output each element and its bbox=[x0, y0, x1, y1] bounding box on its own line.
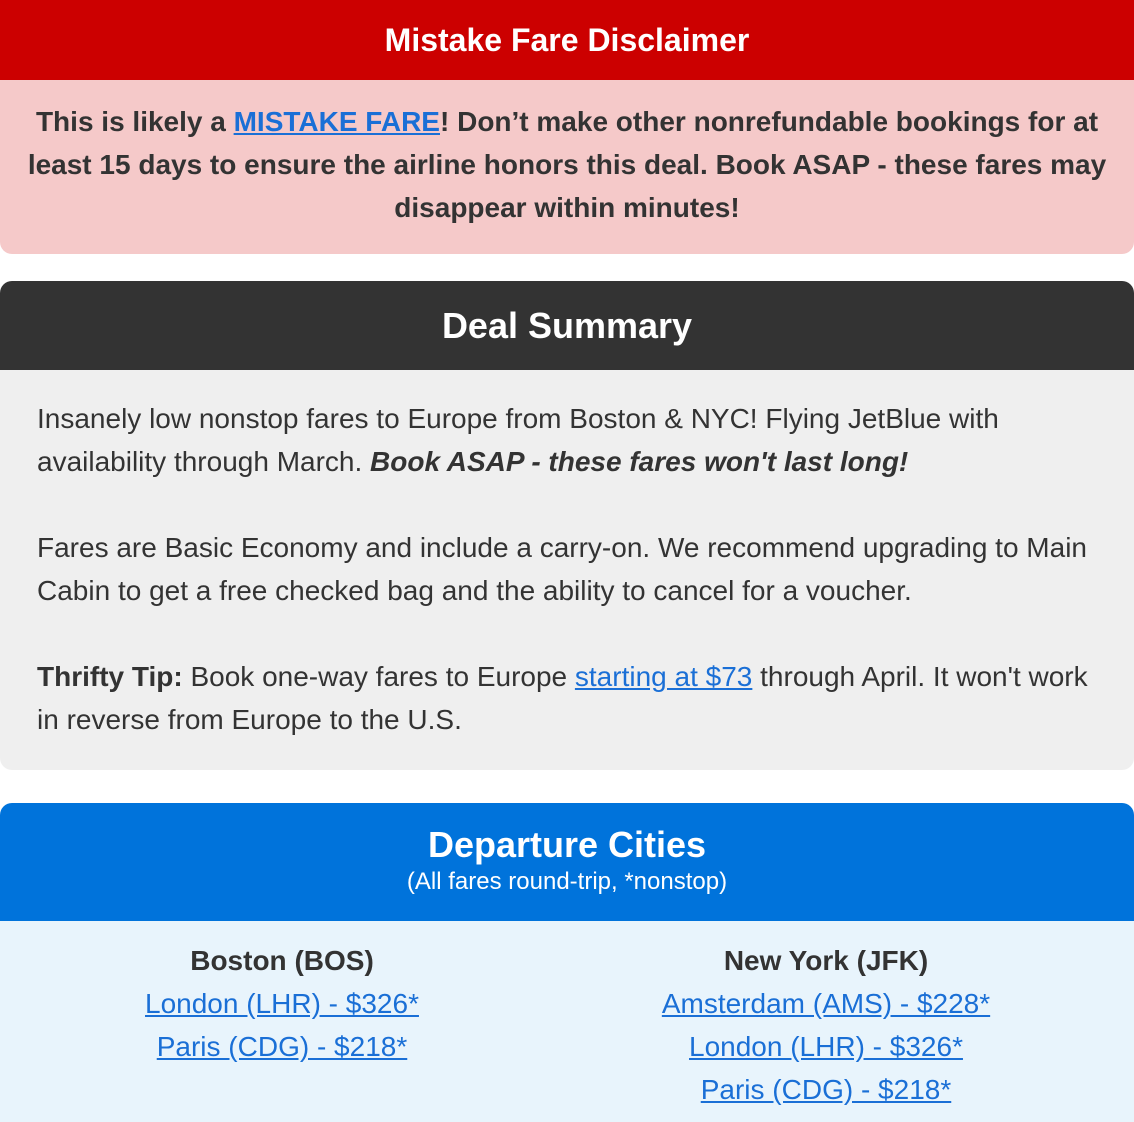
mistake-fare-link[interactable]: MISTAKE FARE bbox=[233, 106, 440, 137]
departure-cities-subtitle: (All fares round-trip, *nonstop) bbox=[406, 868, 728, 895]
summary-intro: Insanely low nonstop fares to Europe from Boston & NYC! Flying JetBlue with availability through March. bbox=[37, 403, 999, 477]
city-column-boston bbox=[22, 939, 542, 1068]
summary-paragraph-1 bbox=[37, 397, 1097, 483]
disclaimer-title: Mistake Fare Disclaimer bbox=[0, 0, 1134, 80]
city-column-new-york bbox=[566, 939, 1086, 1111]
thrifty-tip-text-end: through April. It won't work in reverse from Europe to the U.S. bbox=[37, 661, 1088, 735]
summary-paragraph-2: Fares are Basic Economy and include a carry-on. We recommend upgrading to Main Cabin to get a free checked bag and the ability to cancel for a voucher. bbox=[37, 532, 1087, 606]
disclaimer-text-start: This is likely a bbox=[35, 106, 234, 137]
disclaimer-text bbox=[0, 80, 1134, 254]
fare-link[interactable]: Paris (CDG) - $218* bbox=[700, 1074, 952, 1105]
one-way-fares-link[interactable]: starting at $73 bbox=[574, 661, 753, 692]
fare-link[interactable]: London (LHR) - $326* bbox=[689, 1031, 963, 1062]
city-name: Boston (BOS) bbox=[190, 945, 374, 976]
fare-link[interactable]: Paris (CDG) - $218* bbox=[156, 1031, 408, 1062]
thrifty-tip-text-start: Book one-way fares to Europe bbox=[182, 661, 575, 692]
fare-link[interactable]: Amsterdam (AMS) - $228* bbox=[661, 988, 991, 1019]
disclaimer-text-end: ! Don’t make other nonrefundable bookings for at least 15 days to ensure the airline honors this deal. Book ASAP - these fares may disappear within minutes! bbox=[27, 106, 1107, 223]
departure-cities-body bbox=[0, 921, 1134, 1122]
thrifty-tip bbox=[37, 655, 1097, 741]
thrifty-tip-label: Thrifty Tip: bbox=[37, 661, 183, 692]
fare-link[interactable]: London (LHR) - $326* bbox=[145, 988, 419, 1019]
deal-summary-body bbox=[0, 370, 1134, 770]
summary-urgency: Book ASAP - these fares won't last long! bbox=[370, 446, 909, 477]
deal-summary-title: Deal Summary bbox=[0, 281, 1134, 370]
city-name: New York (JFK) bbox=[723, 945, 929, 976]
departure-cities-header bbox=[0, 803, 1134, 921]
departure-cities-title: Departure Cities bbox=[427, 824, 707, 865]
